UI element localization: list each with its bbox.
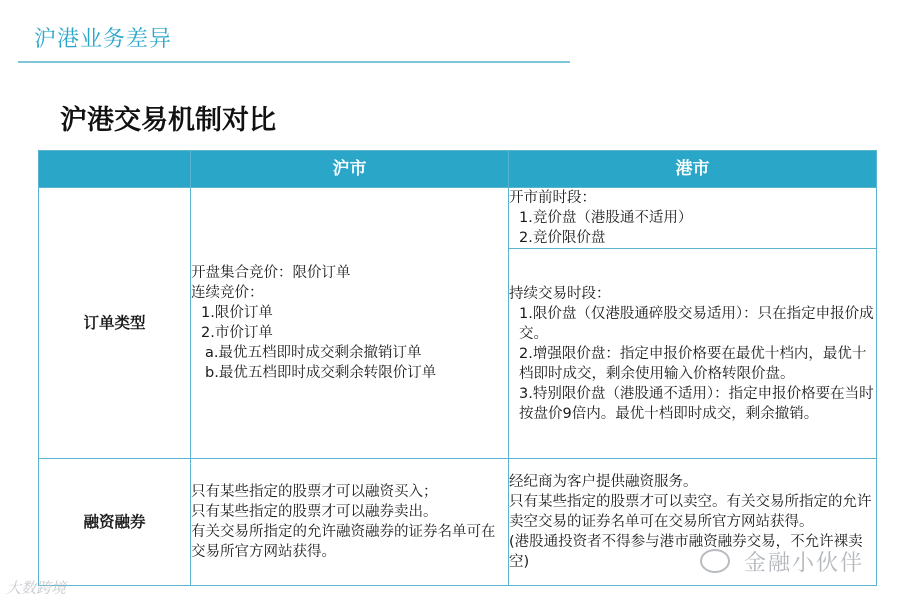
- cell-line: 开市前时段：: [509, 190, 596, 206]
- cell-line: 1.限价订单: [201, 305, 273, 321]
- cell-line: 开盘集合竞价：限价订单: [191, 265, 351, 281]
- order-type-shanghai-cell: [191, 188, 509, 459]
- cell-line: b.最优五档即时成交剩余转限价订单: [205, 365, 437, 381]
- cell-line: 只有某些指定的股票才可以融资买入；: [191, 484, 438, 500]
- section-title: 沪港业务差异: [34, 27, 173, 52]
- comparison-table: [38, 150, 877, 586]
- cell-line: 2.竞价限价盘: [519, 230, 606, 246]
- cell-line: 只有某些指定的股票才可以卖空。有关交易所指定的允许卖空交易的证券名单可在交易所官方网站获得。: [509, 494, 872, 530]
- order-type-hk-continuous-cell: [509, 249, 877, 459]
- row-label-order-type: 订单类型: [39, 188, 191, 459]
- cell-line: 2.增强限价盘：指定申报价格要在最优十档内，最优十档即时成交，剩余使用输入价格转限价盘。: [519, 345, 867, 382]
- row-label-margin-short: 融资融券: [39, 459, 191, 586]
- cell-line: 1.竞价盘（港股通不适用）: [519, 210, 693, 226]
- cell-line: (港股通投资者不得参与港市融资融券交易，不允许裸卖空): [509, 534, 863, 570]
- header-corner: [39, 151, 191, 188]
- slide-title: 沪港交易机制对比: [60, 105, 276, 136]
- cell-line: 2.市价订单: [201, 325, 273, 341]
- header-hongkong: 港市: [509, 151, 877, 188]
- cell-line: 有关交易所指定的允许融资融券的证券名单可在交易所官方网站获得。: [191, 524, 496, 560]
- cell-line: 1.限价盘（仅港股通碎股交易适用）：只在指定申报价成交。: [519, 305, 874, 342]
- wechat-icon: [700, 549, 730, 573]
- watermark-text: 金融小伙伴: [743, 551, 864, 576]
- cell-line: 连续竞价：: [191, 285, 264, 301]
- order-type-hk-preopen-cell: [509, 188, 877, 249]
- footer-logo: 大数跨境: [6, 579, 67, 597]
- header-divider: [18, 61, 570, 63]
- cell-line: 持续交易时段：: [509, 285, 611, 302]
- header-shanghai: 沪市: [191, 151, 509, 188]
- table-row: [39, 188, 877, 249]
- margin-shanghai-cell: [191, 459, 509, 586]
- cell-line: 只有某些指定的股票才可以融券卖出。: [191, 504, 438, 520]
- table-header-row: [39, 151, 877, 188]
- cell-line: a.最优五档即时成交剩余撤销订单: [205, 345, 422, 361]
- cell-line: 经纪商为客户提供融资服务。: [509, 474, 698, 490]
- cell-line: 3.特别限价盘（港股通不适用）：指定申报价格要在当时按盘价9倍内。最优十档即时成交，剩余撤销。: [519, 385, 874, 422]
